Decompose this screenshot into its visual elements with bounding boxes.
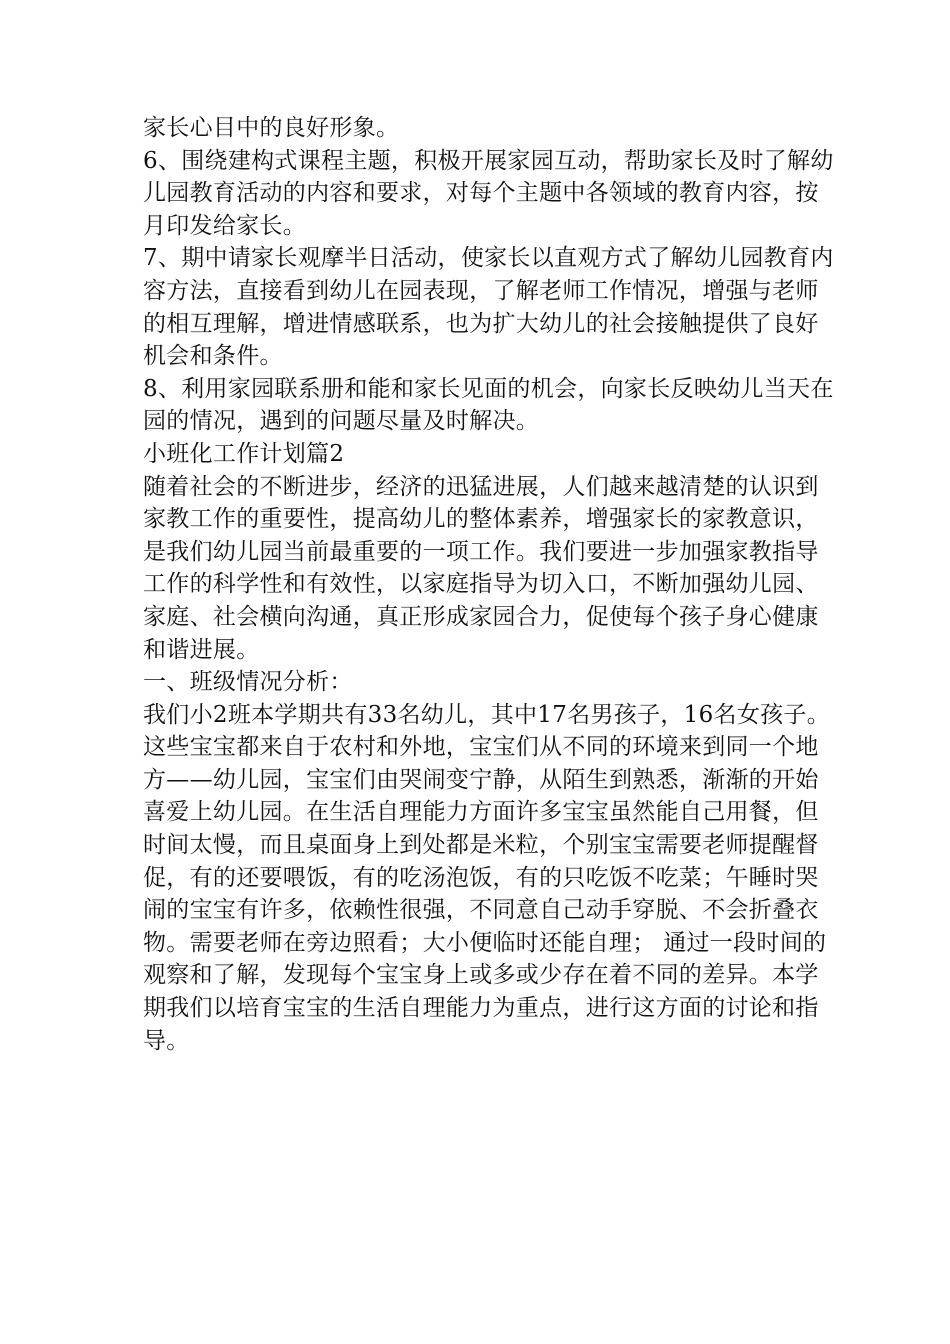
text-line: 促，有的还要喂饭，有的吃汤泡饭，有的只吃饭不吃菜；午睡时哭 <box>143 864 819 891</box>
text-line: 喜爱上幼儿园。在生活自理能力方面许多宝宝虽然能自己用餐，但 <box>143 799 819 826</box>
text-line: 观察和了解，发现每个宝宝身上或多或少存在着不同的差异。本学 <box>143 962 819 989</box>
section-heading: 小班化工作计划篇2 <box>143 440 345 467</box>
text-line: 方——幼儿园，宝宝们由哭闹变宁静，从陌生到熟悉，渐渐的开始 <box>143 766 819 793</box>
text-line: 物。需要老师在旁边照看；大小便临时还能自理； 通过一段时间的 <box>143 929 827 956</box>
text-line: 时间太慢，而且桌面身上到处都是米粒，个别宝宝需要老师提醒督 <box>143 832 819 859</box>
text-line: 机会和条件。 <box>143 343 283 370</box>
text-line: 月印发给家长。 <box>143 212 307 239</box>
text-line: 闹的宝宝有许多，依赖性很强，不同意自己动手穿脱、不会折叠衣 <box>143 897 819 924</box>
text-line: 家长心目中的良好形象。 <box>143 115 400 141</box>
text-line: 工作的科学性和有效性，以家庭指导为切入口，不断加强幼儿园、 <box>143 571 819 598</box>
text-line: 是我们幼儿园当前最重要的一项工作。我们要进一步加强家教指导 <box>143 538 819 565</box>
text-line: 8、利用家园联系册和能和家长见面的机会，向家长反映幼儿当天在 <box>143 375 834 402</box>
text-line: 这些宝宝都来自于农村和外地，宝宝们从不同的环境来到同一个地 <box>143 734 819 761</box>
subsection-heading: 一、班级情况分析： <box>143 669 353 696</box>
text-line: 的相互理解，增进情感联系，也为扩大幼儿的社会接触提供了良好 <box>143 310 819 337</box>
text-line: 园的情况，遇到的问题尽量及时解决。 <box>143 408 540 435</box>
text-line: 6、围绕建构式课程主题，积极开展家园互动，帮助家长及时了解幼 <box>143 147 834 174</box>
text-line: 容方法，直接看到幼儿在园表现，了解老师工作情况，增强与老师 <box>143 277 819 304</box>
document-page <box>143 112 834 1057</box>
text-line: 我们小2班本学期共有33名幼儿，其中17名男孩子，16名女孩子。 <box>143 701 831 728</box>
text-line: 和谐进展。 <box>143 636 260 663</box>
text-line: 导。 <box>143 1027 190 1054</box>
text-line: 家庭、社会横向沟通，真正形成家园合力，促使每个孩子身心健康 <box>143 603 819 630</box>
text-line: 随着社会的不断进步，经济的迅猛进展，人们越来越清楚的认识到 <box>143 473 819 500</box>
text-line: 儿园教育活动的内容和要求，对每个主题中各领域的教育内容，按 <box>143 180 819 207</box>
text-line: 期我们以培育宝宝的生活自理能力为重点，进行这方面的讨论和指 <box>143 995 819 1022</box>
text-line: 家教工作的重要性，提高幼儿的整体素养，增强家长的家教意识， <box>143 506 819 533</box>
text-line: 7、期中请家长观摩半日活动，使家长以直观方式了解幼儿园教育内 <box>143 245 834 272</box>
